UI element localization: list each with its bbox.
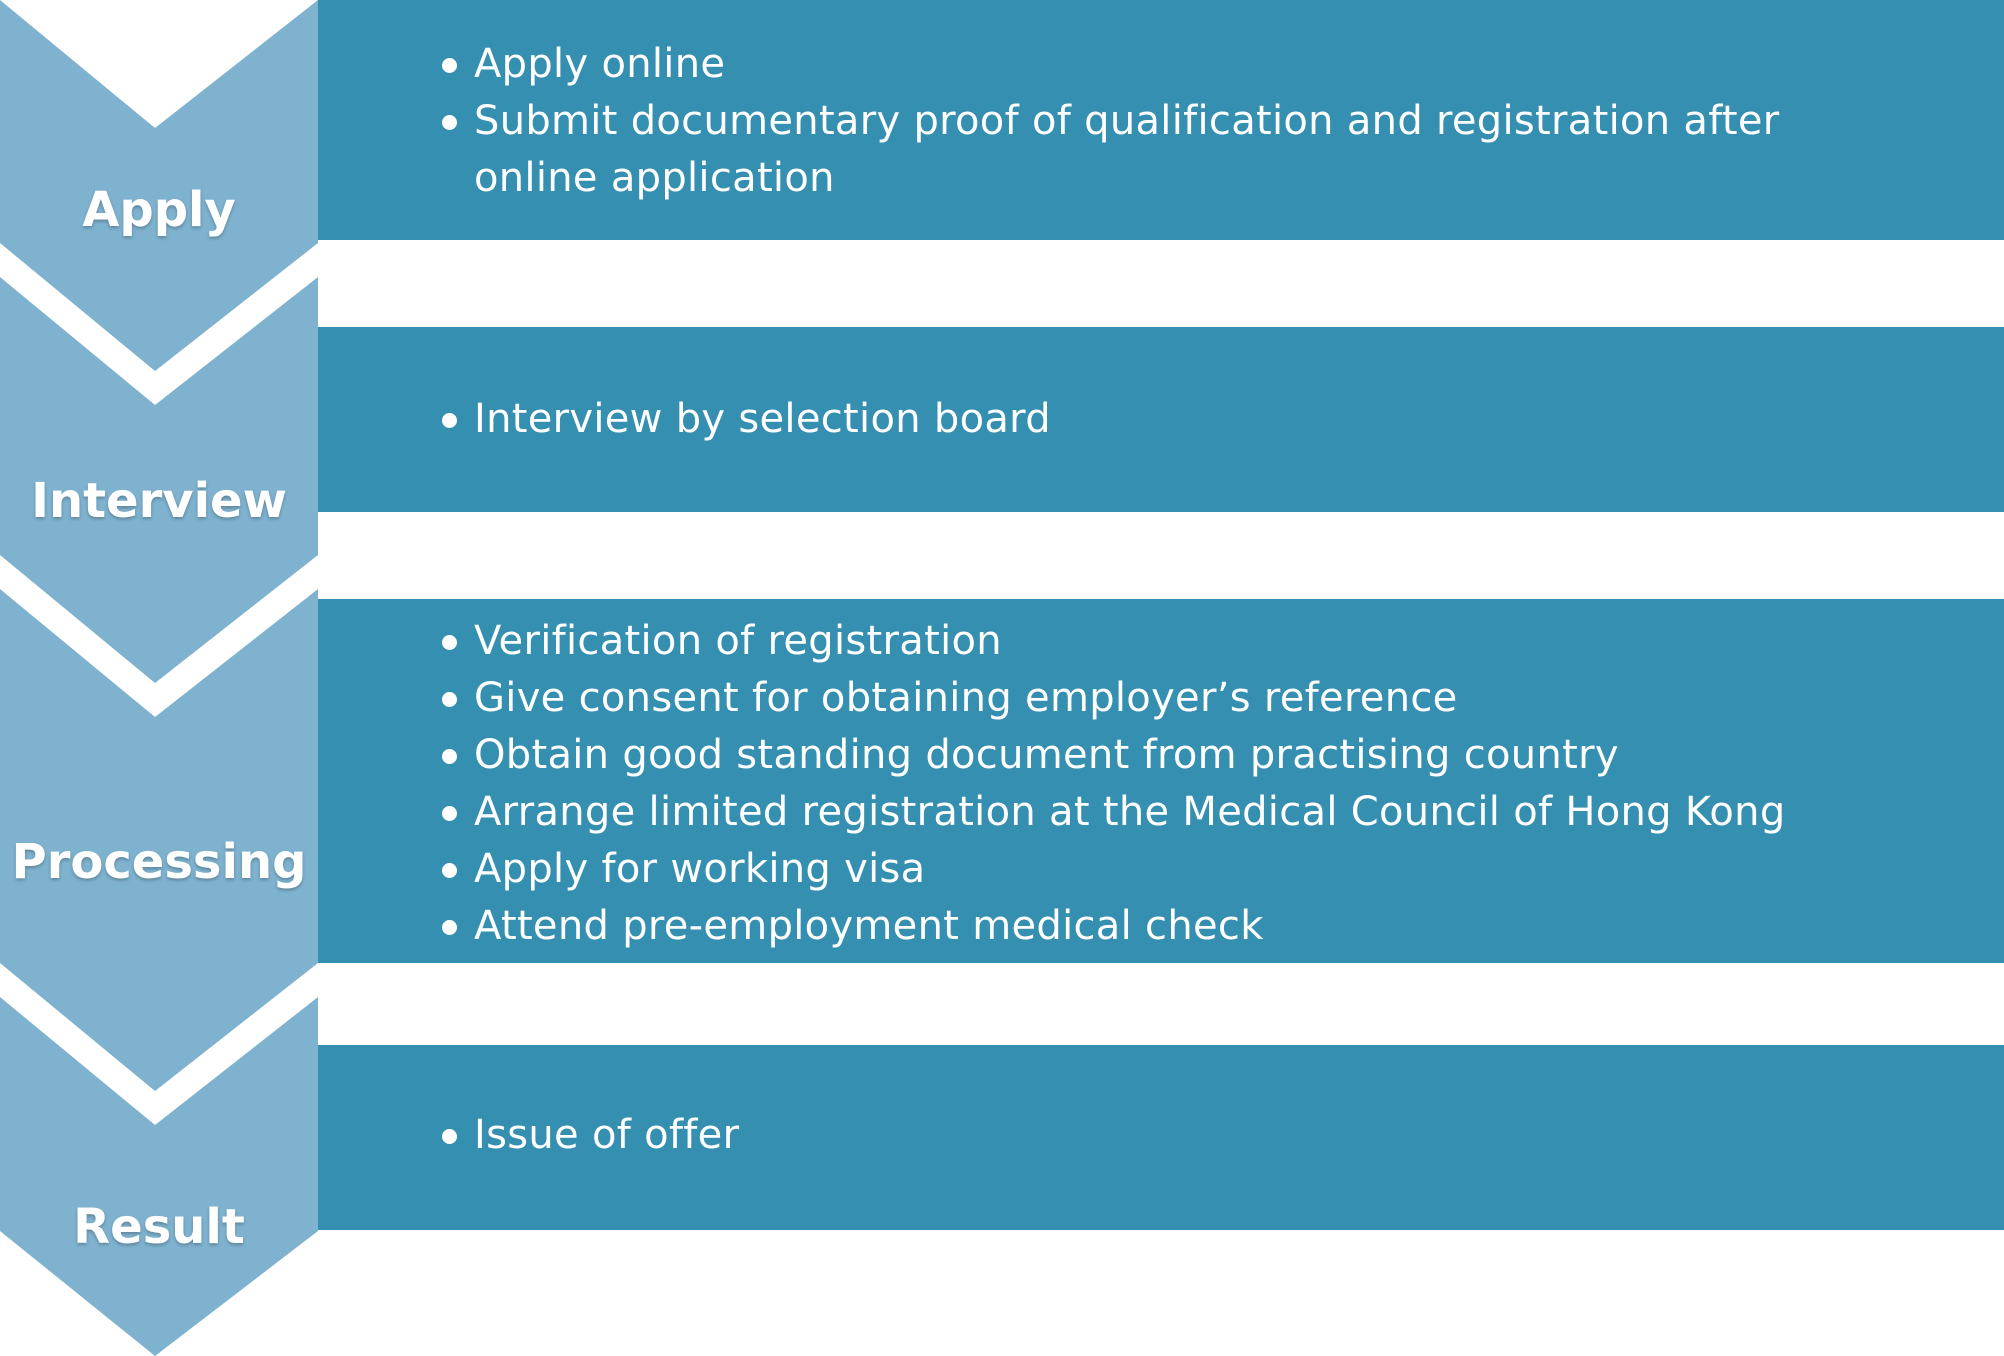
step-bar-processing [318, 599, 2004, 963]
step-items-processing [438, 613, 1904, 955]
step-items-result [438, 1107, 1904, 1164]
step-label-processing: Processing [11, 834, 307, 890]
step-bar-result [318, 1045, 2004, 1230]
step-label-result: Result [73, 1199, 245, 1255]
list-item: Apply for working visa [438, 841, 1904, 898]
list-item: Give consent for obtaining employer’s reference [438, 670, 1904, 727]
step-bar-apply [318, 0, 2004, 240]
step-items-apply [438, 36, 1904, 207]
step-label-apply: Apply [82, 182, 236, 238]
list-item: Verification of registration [438, 613, 1904, 670]
step-label-interview: Interview [31, 473, 287, 529]
list-item: Interview by selection board [438, 391, 1904, 448]
list-item: Apply online [438, 36, 1904, 93]
list-item: Attend pre-employment medical check [438, 898, 1904, 955]
list-item: Issue of offer [438, 1107, 1904, 1164]
list-item: Arrange limited registration at the Medical Council of Hong Kong [438, 784, 1904, 841]
list-item: Submit documentary proof of qualification and registration after online application [438, 93, 1904, 207]
list-item: Obtain good standing document from practising country [438, 727, 1904, 784]
step-items-interview [438, 391, 1904, 448]
step-bar-interview [318, 327, 2004, 512]
